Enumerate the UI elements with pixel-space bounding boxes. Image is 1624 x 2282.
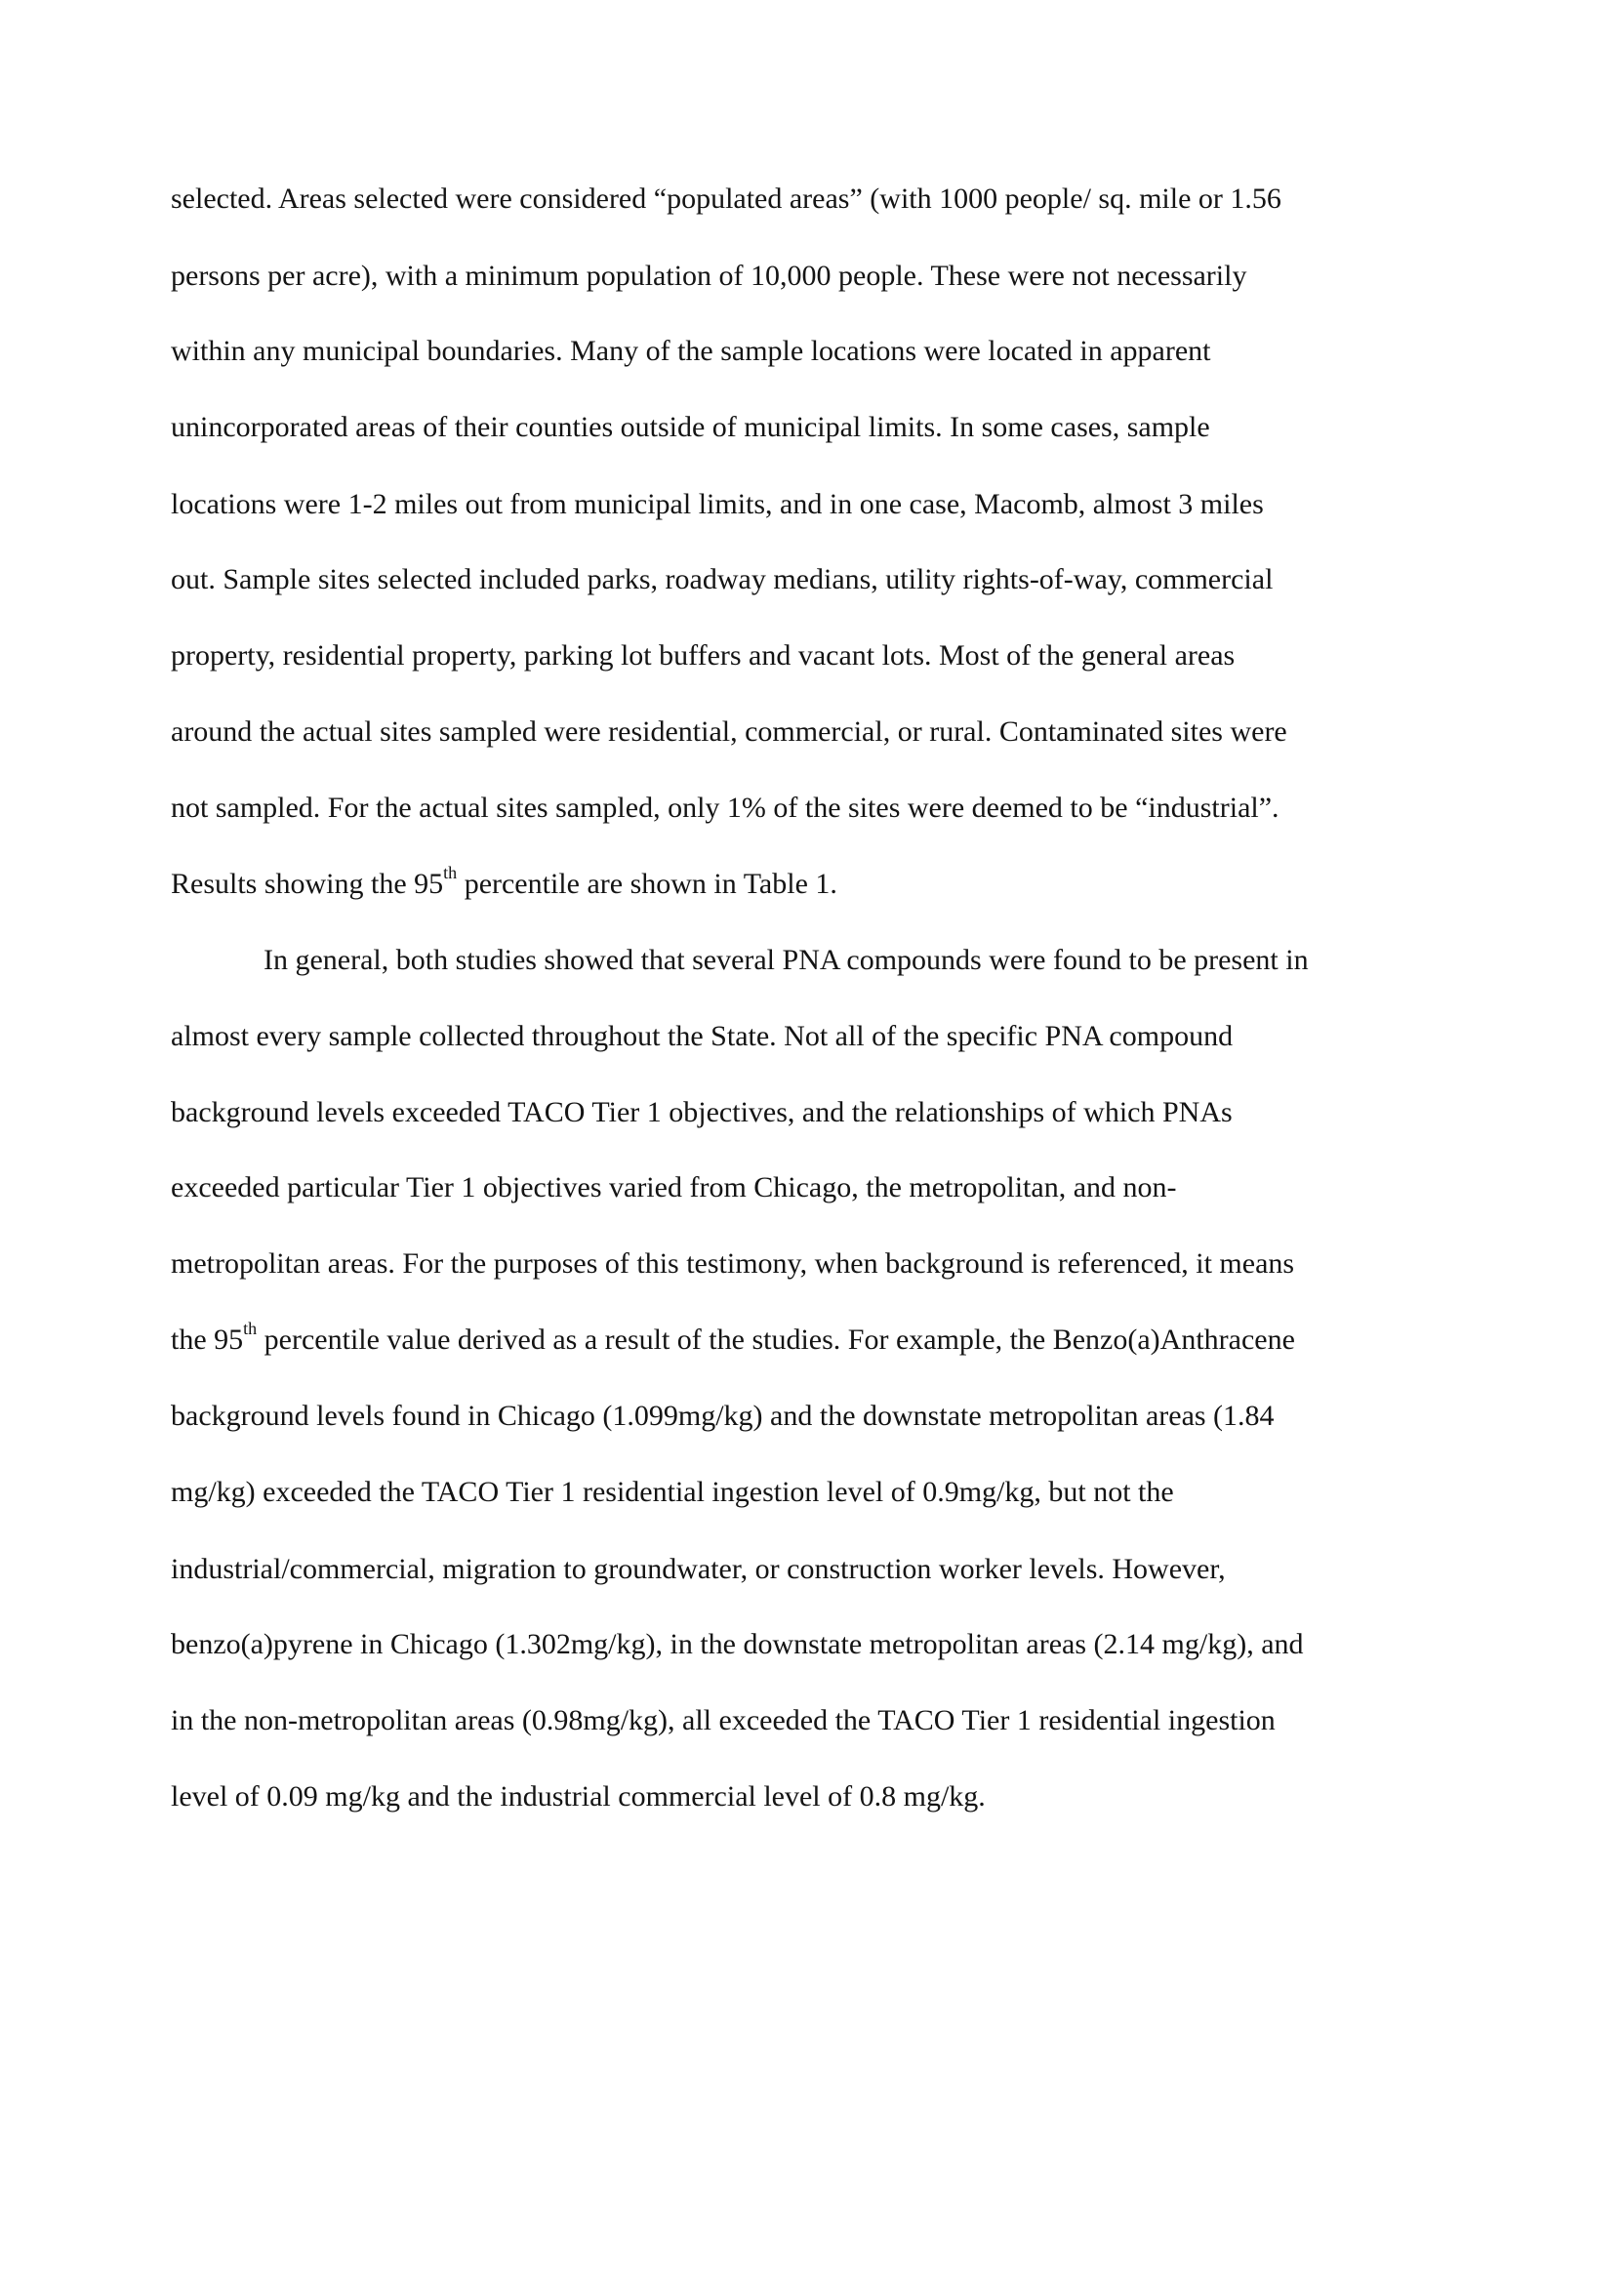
text-line: persons per acre), with a minimum population of 10,000 people. These were not necessarily <box>171 260 1247 292</box>
text-line: mg/kg) exceeded the TACO Tier 1 residential ingestion level of 0.9mg/kg, but not the <box>171 1476 1174 1508</box>
text-line: locations were 1-2 miles out from municipal limits, and in one case, Macomb, almost 3 miles <box>171 488 1264 520</box>
text-line: benzo(a)pyrene in Chicago (1.302mg/kg), in the downstate metropolitan areas (2.14 mg/kg), and <box>171 1628 1304 1660</box>
text-line: level of 0.09 mg/kg and the industrial commercial level of 0.8 mg/kg. <box>171 1780 986 1813</box>
text-run: Results showing the 95 <box>171 868 444 900</box>
text-line: exceeded particular Tier 1 objectives varied from Chicago, the metropolitan, and non- <box>171 1171 1177 1203</box>
text-line: background levels exceeded TACO Tier 1 objectives, and the relationships of which PNAs <box>171 1096 1233 1128</box>
superscript: th <box>243 1319 258 1338</box>
text-line: property, residential property, parking lot buffers and vacant lots. Most of the general areas <box>171 639 1236 672</box>
text-line: in the non-metropolitan areas (0.98mg/kg), all exceeded the TACO Tier 1 residential ingestion <box>171 1704 1276 1736</box>
text-line: around the actual sites sampled were residential, commercial, or rural. Contaminated sites were <box>171 715 1287 748</box>
text-line <box>171 1319 1295 1358</box>
text-run: percentile value derived as a result of the studies. For example, the Benzo(a)Anthracene <box>257 1324 1295 1356</box>
text-line: unincorporated areas of their counties outside of municipal limits. In some cases, sample <box>171 411 1210 443</box>
text-line: selected. Areas selected were considered “populated areas” (with 1000 people/ sq. mile or 1.56 <box>171 183 1281 215</box>
text-line: within any municipal boundaries. Many of the sample locations were located in apparent <box>171 335 1211 367</box>
text-line: background levels found in Chicago (1.099mg/kg) and the downstate metropolitan areas (1.84 <box>171 1400 1275 1432</box>
text-line: almost every sample collected throughout the State. Not all of the specific PNA compound <box>171 1020 1234 1052</box>
superscript: th <box>443 863 458 882</box>
text-line: out. Sample sites selected included parks, roadway medians, utility rights-of-way, commercial <box>171 563 1274 595</box>
paragraph-first-line: In general, both studies showed that several PNA compounds were found to be present in <box>264 944 1309 976</box>
text-run: the 95 <box>171 1324 244 1356</box>
text-line: industrial/commercial, migration to groundwater, or construction worker levels. However, <box>171 1553 1226 1585</box>
text-run: percentile are shown in Table 1. <box>457 868 837 900</box>
text-line: not sampled. For the actual sites sampled, only 1% of the sites were deemed to be “industrial”. <box>171 792 1279 824</box>
text-line: metropolitan areas. For the purposes of this testimony, when background is referenced, it means <box>171 1247 1295 1280</box>
text-line <box>171 863 837 902</box>
